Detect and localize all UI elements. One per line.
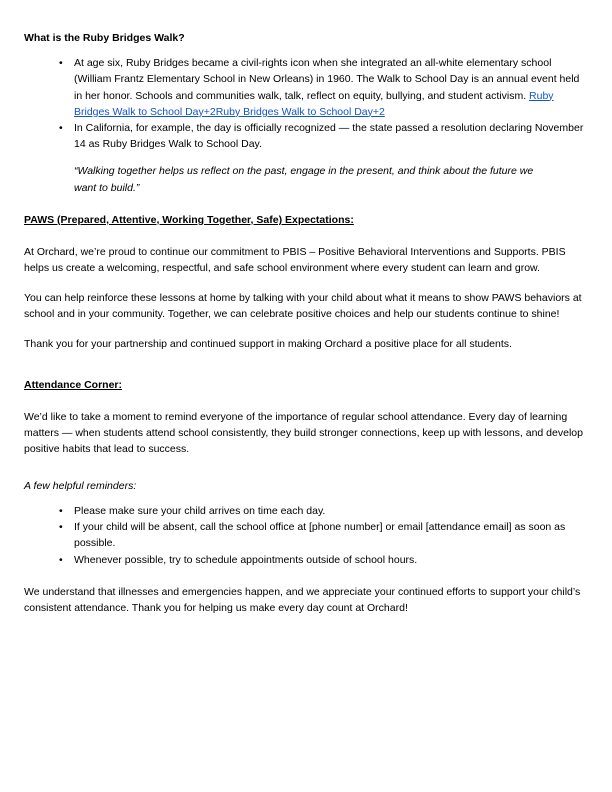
bullet-text: If your child will be absent, call the school office at [phone number] or email [attendance email] as soon as possible.	[74, 521, 566, 550]
list-item	[59, 503, 588, 519]
reminders-lead-text: A few helpful reminders:	[24, 479, 137, 492]
attendance-reminders-list	[24, 503, 588, 568]
spacer	[24, 237, 588, 244]
bullet-text: At age six, Ruby Bridges became a civil-rights icon when she integrated an all-white elementary school (William Frantz Elementary School in New Orleans) in 1960. The Walk to School Day is an annual event held in her honor. Schools and communities walk, talk, reflect on equity, bullying, and student activism.	[74, 57, 580, 102]
attendance-paragraph-1: We’d like to take a moment to remind everyone of the importance of regular school attendance. Every day of learning matters — when students attend school consistently, they build stronger connections, keep up with lessons, and develop positive habits that lead to success.	[24, 410, 583, 456]
spacer	[24, 573, 588, 584]
ruby-bridges-quote	[24, 163, 544, 195]
spacer	[24, 196, 588, 212]
list-item	[59, 519, 588, 551]
list-item	[59, 55, 588, 120]
bullet-text: In California, for example, the day is officially recognized — the state passed a resolution declaring November 14 as Ruby Bridges Walk to School Day.	[74, 122, 584, 151]
paws-paragraph-1: At Orchard, we’re proud to continue our commitment to PBIS – Positive Behavioral Interventions and Supports. PBIS helps us create a welcoming, respectful, and safe school environment where every student can learn and grow.	[24, 246, 566, 275]
heading-ruby-bridges-walk: What is the Ruby Bridges Walk?	[24, 32, 185, 44]
document-body	[24, 30, 588, 616]
list-item	[59, 120, 588, 152]
bullet-text: Whenever possible, try to schedule appointments outside of school hours.	[74, 553, 418, 566]
paws-paragraph-3: Thank you for your partnership and continued support in making Orchard a positive place for all students.	[24, 337, 512, 350]
paws-paragraph-2: You can help reinforce these lessons at home by talking with your child about what it means to show PAWS behaviors at school and in your community. Together, we can celebrate positive choices and help our students continue to shine!	[24, 291, 582, 321]
attendance-closing-paragraph: We understand that illnesses and emergencies happen, and we appreciate your continued efforts to support your child’s consistent attendance. Thank you for helping us make every day count at Orchard!	[24, 585, 581, 615]
ruby-bridges-walk-link[interactable]: Ruby Bridges Walk to School Day+2Ruby Bridges Walk to School Day+2	[74, 89, 554, 118]
list-item	[59, 552, 588, 568]
quote-text: “Walking together helps us reflect on the past, engage in the present, and think about the future we want to build.”	[74, 165, 534, 194]
spacer	[24, 402, 588, 409]
bullet-text: Please make sure your child arrives on time each day.	[74, 505, 326, 518]
heading-paws-expectations: PAWS (Prepared, Attentive, Working Together, Safe) Expectations:	[24, 213, 354, 226]
heading-attendance-corner: Attendance Corner:	[24, 378, 123, 391]
ruby-bridges-bullet-list	[24, 55, 588, 152]
spacer	[24, 366, 588, 377]
spacer	[24, 471, 588, 478]
